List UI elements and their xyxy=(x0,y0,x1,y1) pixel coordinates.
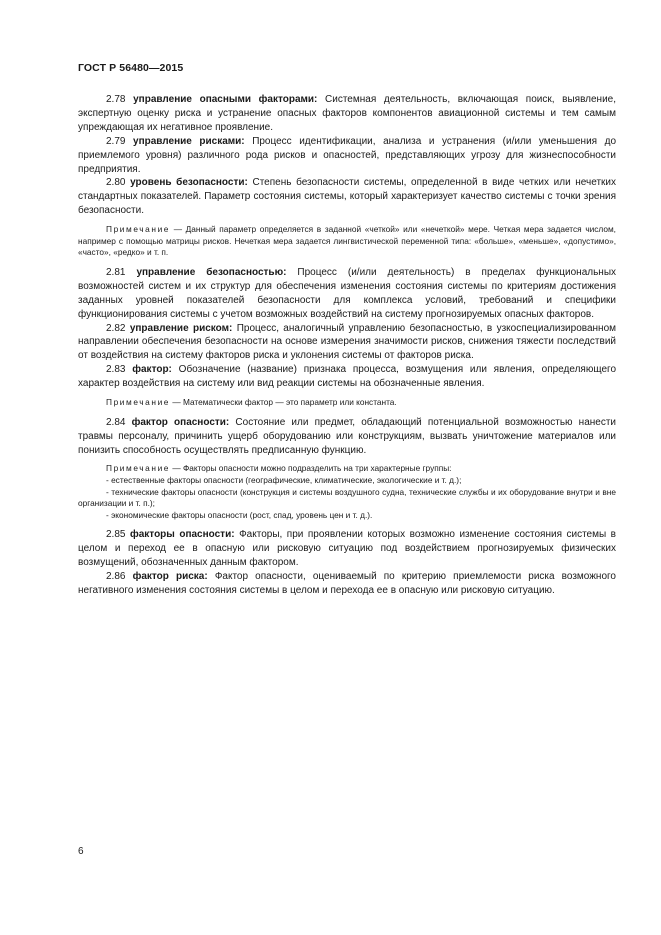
term-number: 2.82 xyxy=(106,322,126,334)
term-2-84 xyxy=(78,416,616,458)
note-list-item: - технические факторы опасности (конструкция и системы воздушного судна, технические службы и их оборудование внутри и вне организации и т. п.); xyxy=(78,486,616,509)
term-definition: Степень безопасности системы, определенной в виде четких или нечетких стандартных показателей. Параметр состояния системы, который характеризует качество системы с точки зрения безопасности. xyxy=(78,177,617,217)
note-text: Факторы опасности можно подразделить на три характерные группы: xyxy=(182,463,452,474)
term-2-85 xyxy=(78,528,616,570)
note-2 xyxy=(78,397,616,409)
standard-header: ГОСТ Р 56480—2015 xyxy=(78,62,184,74)
term-definition: Системная деятельность, включающая поиск, выявление, экспертную оценку риска и устранение опасных факторов компонентов авиационной системы и тем самым упреждающая их негативное проявление. xyxy=(78,94,616,133)
term-title: управление безопасностью: xyxy=(136,266,287,278)
term-title: уровень безопасности: xyxy=(130,177,248,189)
term-definition: Фактор опасности, оцениваемый по критерию приемлемости риска возможного негативного изменения состояния системы в целом и перехода ее в опасную или рисковую ситуацию. xyxy=(78,571,616,596)
note-dash: — xyxy=(170,397,183,408)
term-definition: Процесс, аналогичный управлению безопасностью, в узкоспециализированном направлении обеспечения безопасности на основе измерения значимости рисков, снижения тяжести последствий от воздействия на систему факторов риска и уклонения системы от факторов риска. xyxy=(78,322,617,362)
note-1 xyxy=(78,224,616,259)
term-definition: Процесс идентификации, анализа и устранения (и/или уменьшения до приемлемого уровня) различного рода рисков и опасностей, представляющих угрозу для жизнеспособности предприятия. xyxy=(78,135,617,175)
note-3 xyxy=(78,463,616,521)
term-number: 2.80 xyxy=(106,177,126,189)
term-2-86 xyxy=(78,570,616,598)
term-number: 2.86 xyxy=(106,571,126,583)
term-title: управление опасными факторами: xyxy=(133,94,318,105)
term-number: 2.84 xyxy=(106,416,126,428)
term-title: фактор опасности: xyxy=(131,416,230,428)
term-number: 2.85 xyxy=(106,529,126,541)
term-definition: Факторы, при проявлении которых возможно изменение состояния системы в целом и переход ее в опасную или рисковую ситуацию под воздействием прогнозируемых физических возмущений, обозначенных данным фактором. xyxy=(78,529,616,569)
note-dash: — xyxy=(170,224,186,235)
note-dash: — xyxy=(170,463,183,474)
note-list-item: - экономические факторы опасности (рост, спад, уровень цен и т. д.). xyxy=(106,509,373,520)
term-number: 2.79 xyxy=(106,135,126,147)
term-title: факторы опасности: xyxy=(129,529,235,541)
note-text: Математически фактор — это параметр или константа. xyxy=(182,397,397,408)
term-2-83 xyxy=(78,363,616,391)
term-2-81 xyxy=(78,266,616,322)
term-title: фактор риска: xyxy=(132,571,208,583)
term-definition: Обозначение (название) признака процесса, возмущения или явления, определяющего характер воздействия на систему или вид реакции системы на обозначенные явления. xyxy=(78,364,617,390)
term-number: 2.78 xyxy=(106,94,126,105)
term-definition: Состояние или предмет, обладающий потенциальной возможностью нанести травмы персоналу, причинить ущерб оборудованию или конструкциям, вызвать уничтожение материалов или понизить способность осуществлять предписанную функцию. xyxy=(78,416,617,456)
page-number: 6 xyxy=(78,846,84,857)
term-definition: Процесс (и/или деятельность) в пределах функциональных возможностей систем и их структур для обеспечения изменения состояния системы по критериям достижения заданных уровней показателей безопасности для комплекса условий, требований и специфики функционирования системы с учетом возможных воздействий на систему прогнозируемых опасных факторов. xyxy=(78,266,617,320)
term-number: 2.81 xyxy=(106,266,126,278)
document-body xyxy=(78,93,616,598)
term-title: фактор: xyxy=(132,364,172,376)
note-label: Примечание xyxy=(106,463,171,474)
note-text: Данный параметр определяется в заданной «четкой» или «нечеткой» мере. Четкая мера задается числом, например с помощью матрицы рисков. Нечеткая мера задается лингвистической переменной типа: «больше», «меньше», «допустимо», «часто», «редко» и т. п. xyxy=(78,224,616,258)
note-list-item: - естественные факторы опасности (географические, климатические, экологические и т. д.); xyxy=(106,475,462,485)
term-2-79 xyxy=(78,135,616,177)
term-2-82 xyxy=(78,322,616,364)
note-label: Примечание xyxy=(106,397,171,408)
term-2-80 xyxy=(78,176,616,218)
note-label: Примечание xyxy=(106,224,171,235)
term-2-78 xyxy=(78,93,616,135)
term-number: 2.83 xyxy=(106,364,126,376)
term-title: управление риском: xyxy=(129,322,233,334)
term-title: управление рисками: xyxy=(133,135,245,147)
